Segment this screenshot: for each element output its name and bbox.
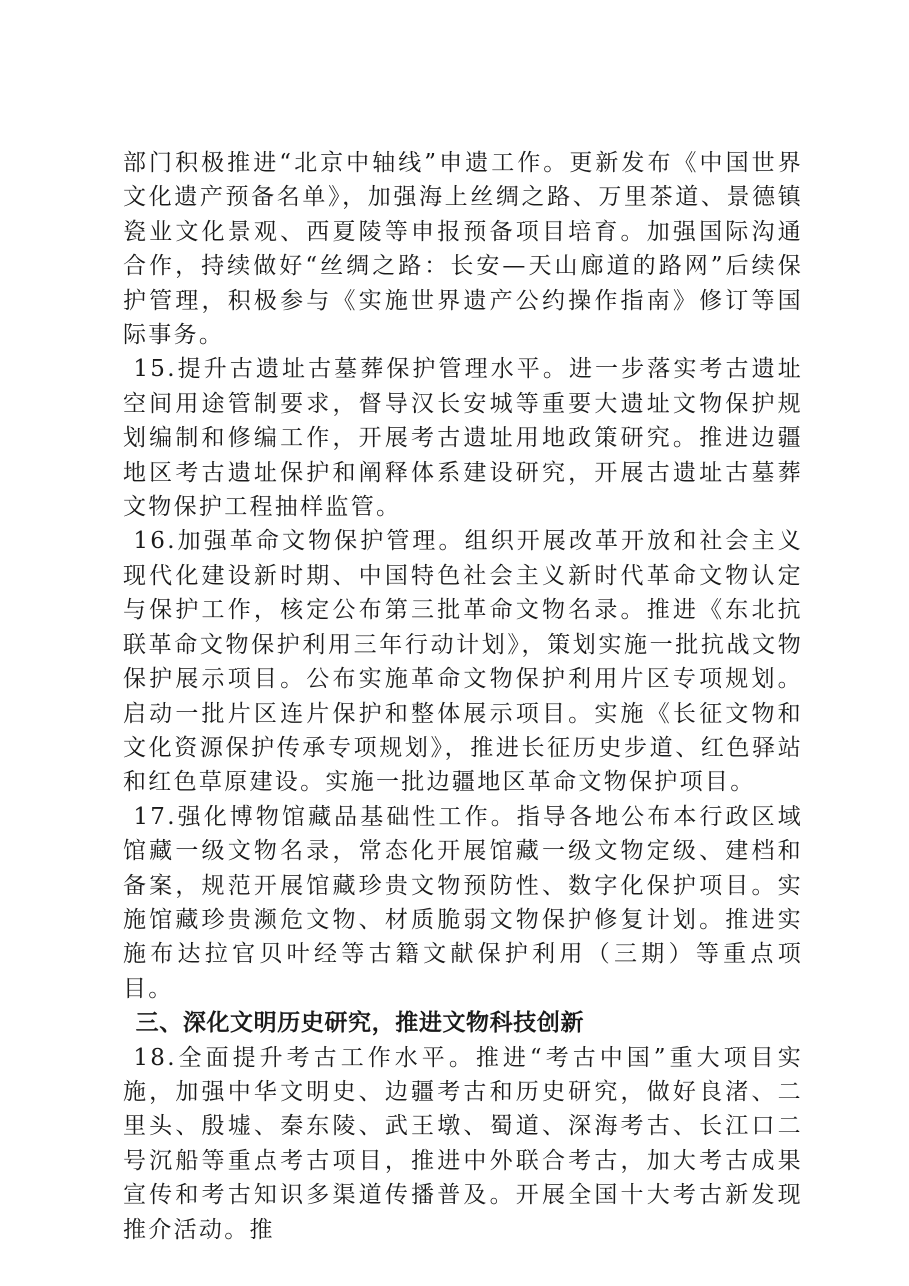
section-heading-3: 三、深化文明历史研究，推进文物科技创新 xyxy=(135,1010,585,1037)
paragraph-item-15: 15.提升古遗址古墓葬保护管理水平。进一步落实考古遗址空间用途管制要求，督导汉长安城等重要大遗址文物保护规划编制和修编工作，开展考古遗址用地政策研究。推进边疆地区考古遗址保护和阐释体系建设研究，开展古遗址古墓葬文物保护工程抽样监管。 xyxy=(123,356,803,521)
paragraph-item-17: 17.强化博物馆藏品基础性工作。指导各地公布本行政区域馆藏一级文物名录，常态化开展馆藏一级文物定级、建档和备案，规范开展馆藏珍贵文物预防性、数字化保护项目。实施馆藏珍贵濒危文物、材质脆弱文物保护修复计划。推进实施布达拉官贝叶经等古籍文献保护利用（三期）等重点项目。 xyxy=(123,803,803,1002)
paragraph-item-16: 16.加强革命文物保护管理。组织开展改革开放和社会主义现代化建设新时期、中国特色社会主义新时代革命文物认定与保护工作，核定公布第三批革命文物名录。推进《东北抗联革命文物保护利用三年行动计划》，策划实施一批抗战文物保护展示项目。公布实施革命文物保护利用片区专项规划。启动一批片区连片保护和整体展示项目。实施《长征文物和文化资源保护传承专项规划》，推进长征历史步道、红色驿站和红色草原建设。实施一批边疆地区革命文物保护项目。 xyxy=(123,528,803,796)
document-body xyxy=(123,146,803,1247)
paragraph-continuation: 部门积极推进“北京中轴线”申遗工作。更新发布《中国世界文化遗产预备名单》，加强海上丝绸之路、万里茶道、景德镇瓷业文化景观、西夏陵等申报预备项目培育。加强国际沟通合作，持续做好“丝绸之路：长安—天山廊道的路网”后续保护管理，积极参与《实施世界遗产公约操作指南》修订等国际事务。 xyxy=(123,150,803,349)
paragraph-item-18: 18.全面提升考古工作水平。推进“考古中国”重大项目实施，加强中华文明史、边疆考古和历史研究，做好良渚、二里头、殷墟、秦东陵、武王墩、蜀道、深海考古、长江口二号沉船等重点考古项目，推进中外联合考古，加大考古成果宣传和考古知识多渠道传播普及。开展全国十大考古新发现推介活动。推 xyxy=(123,1044,803,1243)
